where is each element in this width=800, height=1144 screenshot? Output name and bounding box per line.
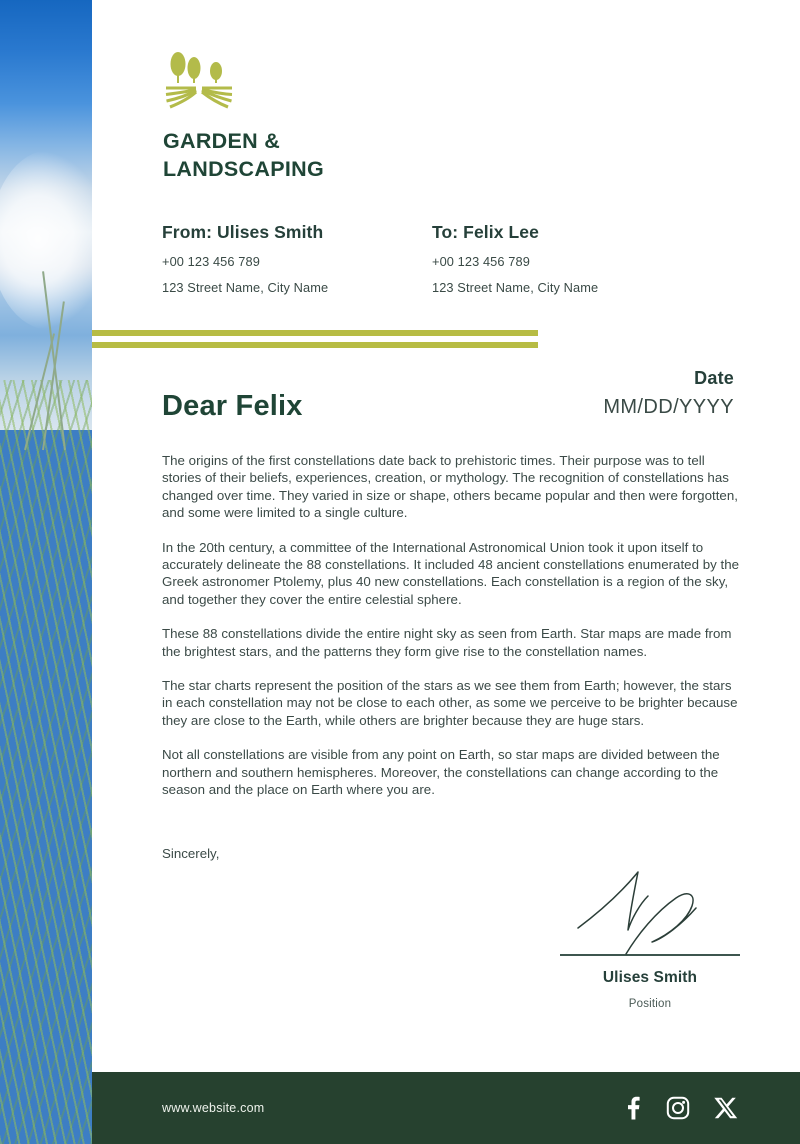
brand-name-line-1: GARDEN & — [163, 129, 281, 153]
instagram-icon[interactable] — [666, 1096, 690, 1120]
letter-paragraph: These 88 constellations divide the entire night sky as seen from Earth. Star maps are made from the brightest stars, and the patterns they form give rise to the constellation names. — [162, 626, 732, 659]
brand-wordmark — [162, 128, 422, 184]
recipient-block — [432, 222, 712, 295]
footer-social-links — [622, 1096, 738, 1120]
letter-body — [162, 452, 740, 816]
brand-name-line-2: LANDSCAPING — [163, 156, 324, 181]
letter-greeting: Dear Felix — [162, 390, 303, 422]
letter-paragraph: In the 20th century, a committee of the International Astronomical Union took it upon itself to accurately delineate the 88 constellations. It included 48 ancient constellations enumerated by the Greek astronomer Ptolemy, plus 40 new constellations. Each constellation is a region of the sky, and together they cover the entire celestial sphere. — [162, 539, 740, 607]
signature-rule — [560, 954, 740, 956]
letter-signoff: Sincerely, — [162, 846, 220, 861]
sender-block — [162, 222, 432, 295]
decorative-flower-photo-strip — [0, 0, 92, 1144]
divider-rule-top — [92, 330, 538, 336]
signature-block — [560, 868, 740, 1010]
brand-logo-block — [162, 48, 422, 184]
page-footer — [92, 1072, 800, 1144]
date-value: MM/DD/YYYY — [603, 396, 734, 418]
letter-content — [92, 0, 800, 1144]
footer-website-link[interactable]: www.website.com — [162, 1101, 265, 1115]
letter-paragraph: The origins of the first constellations date back to prehistoric times. Their purpose was to tell stories of their beliefs, experiences, creation, or mythology. The recognition of constellations has changed over time. They varied in size or shape, others became popular and then were forgotten, and some were limited to a single culture. — [162, 453, 738, 521]
sender-address: 123 Street Name, City Name — [162, 280, 329, 295]
flower-meadow — [0, 380, 92, 1144]
divider-rule-bottom — [92, 342, 538, 348]
three-trees-field-icon — [162, 48, 236, 110]
date-label: Date — [694, 368, 734, 388]
handwritten-signature-icon — [560, 868, 740, 958]
recipient-name: To: Felix Lee — [432, 222, 539, 242]
recipient-phone: +00 123 456 789 — [432, 254, 530, 269]
letter-paragraph: Not all constellations are visible from any point on Earth, so star maps are divided between the northern and southern hemispheres. Moreover, the constellations can change according to the season and the place on Earth where you are. — [162, 747, 720, 798]
signature-name: Ulises Smith — [602, 968, 698, 986]
sender-phone: +00 123 456 789 — [162, 254, 260, 269]
signature-position: Position — [628, 997, 672, 1010]
facebook-icon[interactable] — [622, 1096, 642, 1120]
sender-name: From: Ulises Smith — [162, 222, 324, 242]
recipient-address: 123 Street Name, City Name — [432, 280, 599, 295]
x-twitter-icon[interactable] — [714, 1096, 738, 1120]
letter-paragraph: The star charts represent the position of the stars as we see them from Earth; however, the stars in each constellation may not be close to each other, as some we perceive to be brighter because they are close to the Earth, while others are brighter because they are huge stars. — [162, 678, 738, 728]
date-block — [603, 368, 734, 419]
